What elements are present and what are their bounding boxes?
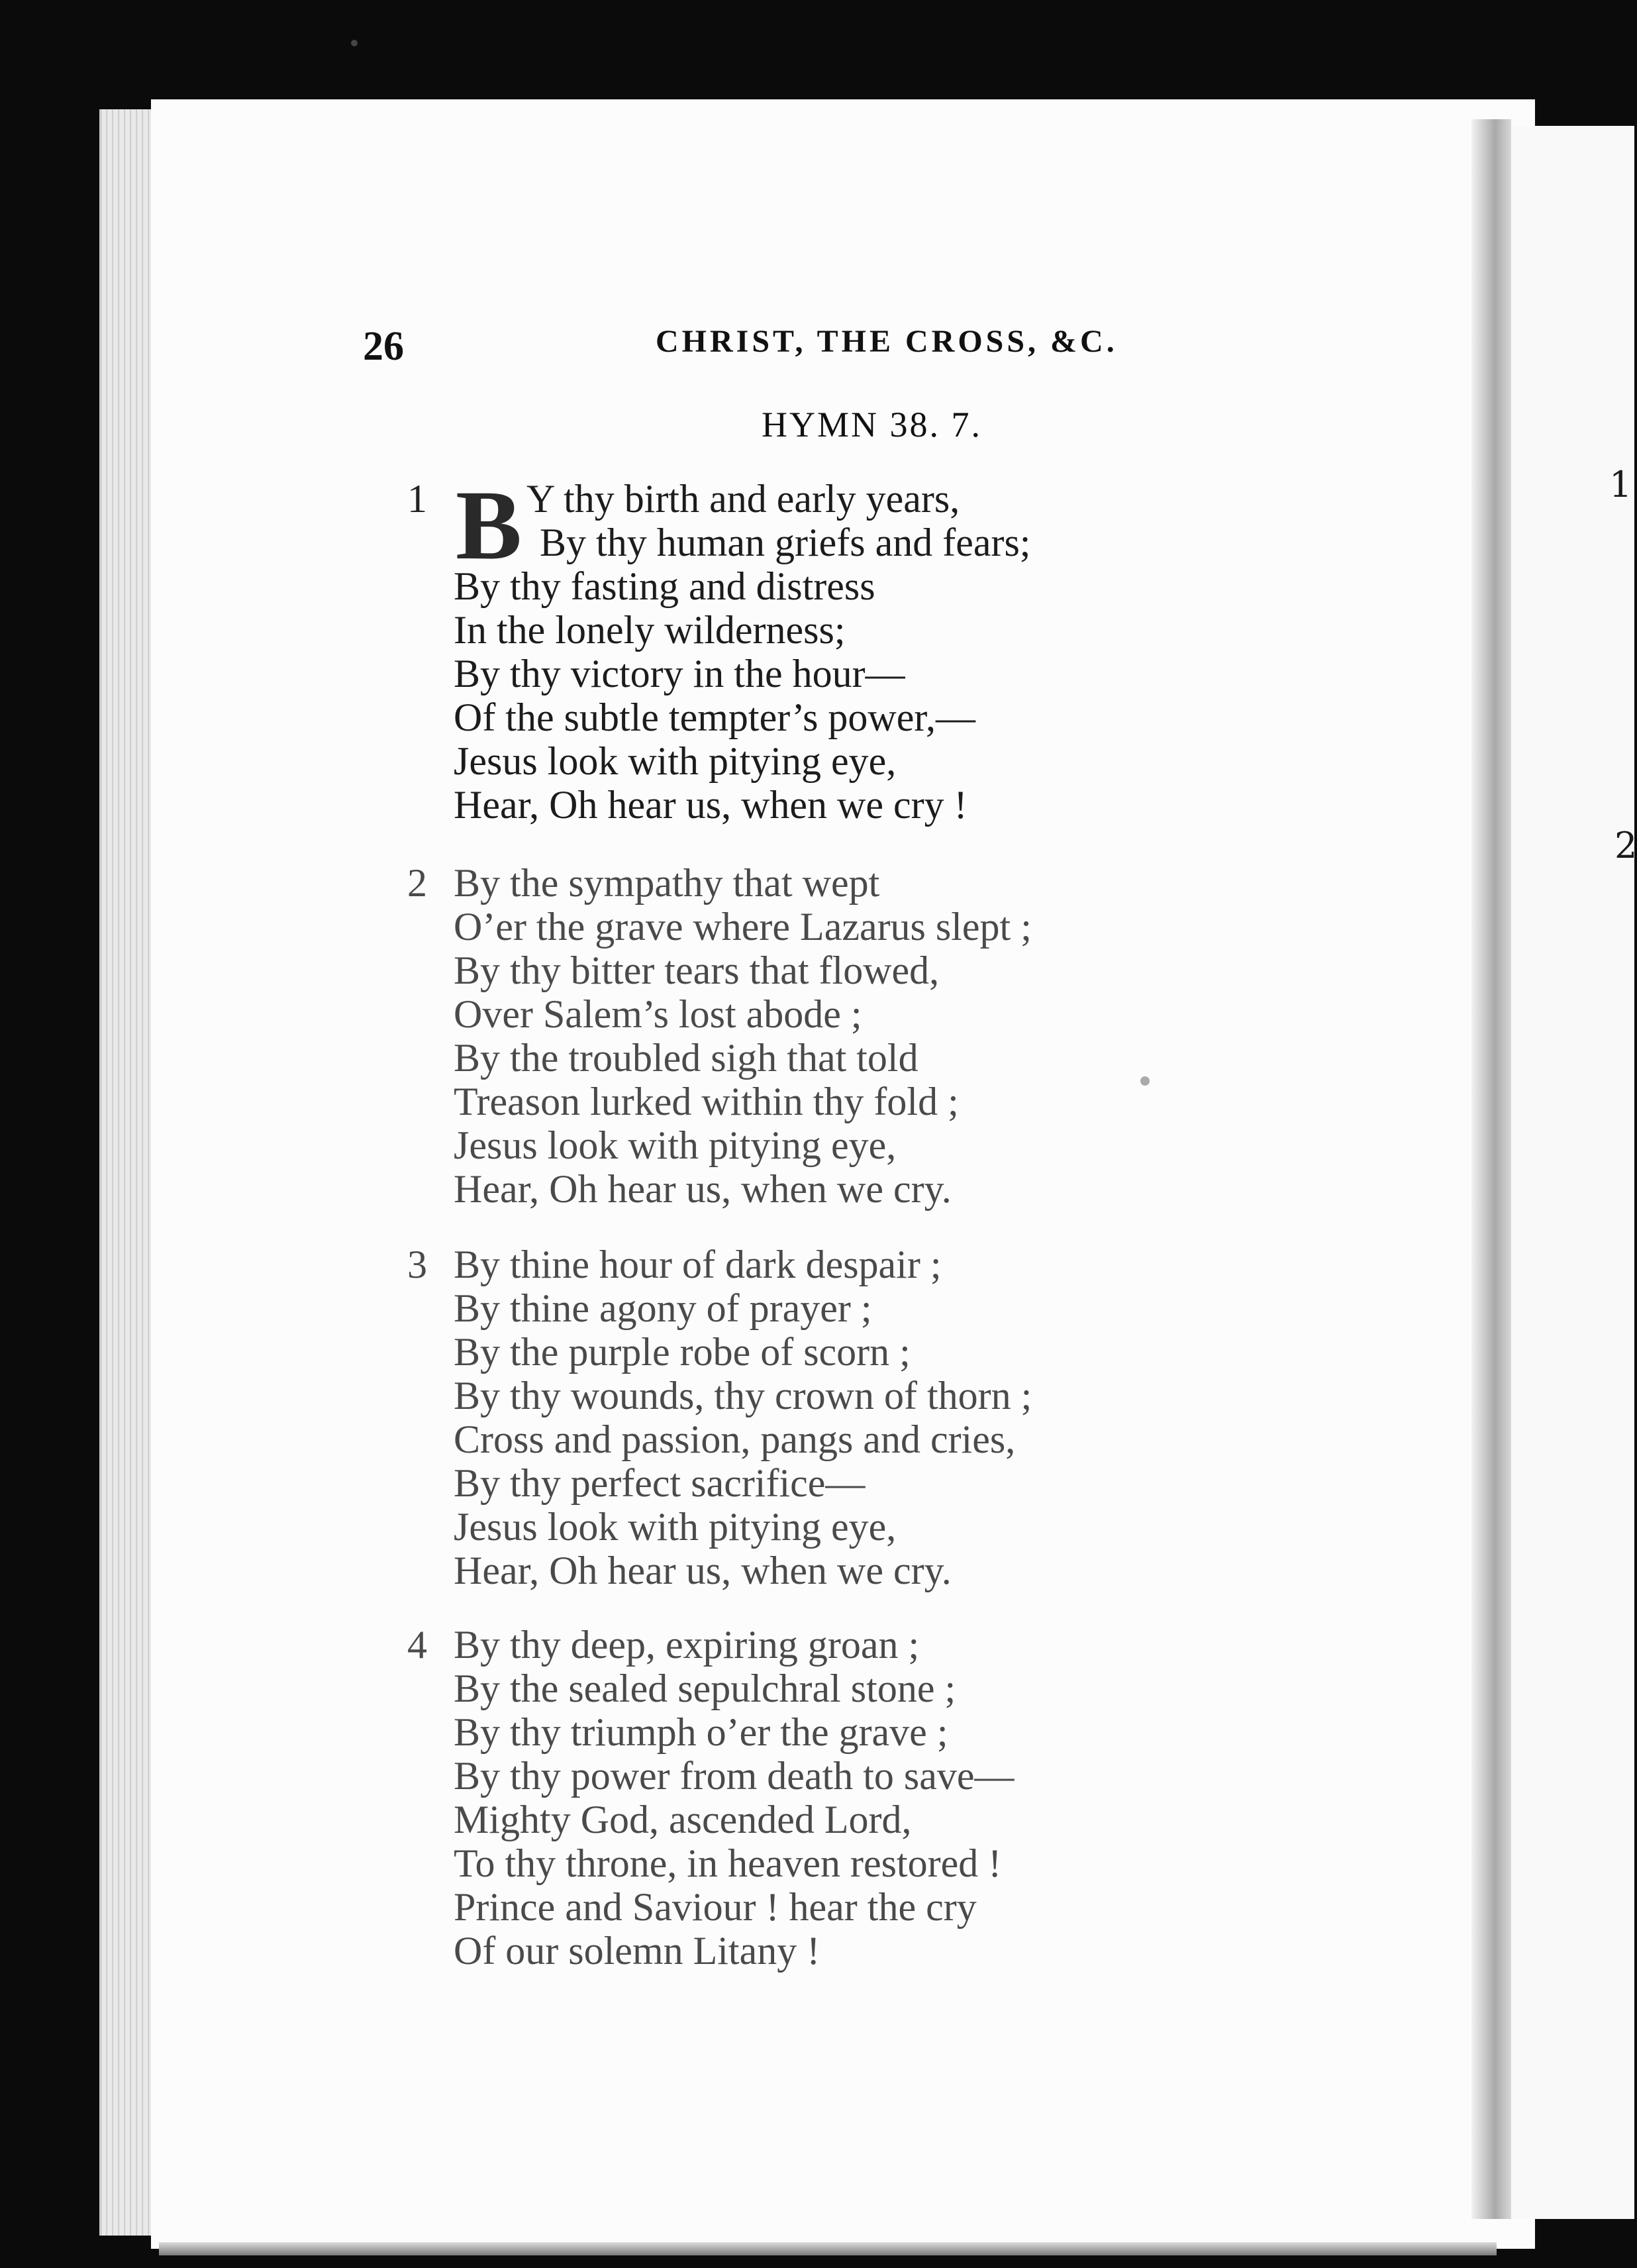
verse-number: 3 [407, 1243, 427, 1286]
page-number: 26 [363, 324, 404, 369]
running-title: CHRIST, THE CROSS, &C. [656, 324, 1118, 359]
verse-line: Hear, Oh hear us, when we cry. [454, 1167, 952, 1211]
verse-line: By thy deep, expiring groan ; [454, 1623, 920, 1667]
verse-line: Of our solemn Litany ! [454, 1929, 820, 1973]
verse-line: By thy human griefs and fears; [540, 521, 1031, 564]
verse-line: By the sympathy that wept [454, 861, 880, 905]
verse-line: Hear, Oh hear us, when we cry. [454, 1549, 952, 1592]
verse-line: By thy wounds, thy crown of thorn ; [454, 1374, 1032, 1418]
verse-line: By thy power from death to save— [454, 1754, 1015, 1798]
facing-page-edge [1511, 126, 1634, 2219]
verse-line: Jesus look with pitying eye, [454, 1123, 897, 1167]
verse-line: Y thy birth and early years, [526, 477, 960, 521]
verse-line: By thy perfect sacrifice— [454, 1461, 866, 1505]
verse-line: By the troubled sigh that told [454, 1036, 918, 1080]
facing-page-mark-1: 1 [1609, 464, 1632, 505]
verse-line: O’er the grave where Lazarus slept ; [454, 905, 1032, 949]
verse-line: By thy fasting and distress [454, 564, 875, 608]
hymn-title: HYMN 38. 7. [762, 405, 983, 444]
verse-line: Prince and Saviour ! hear the cry [454, 1885, 977, 1929]
verse-line: To thy throne, in heaven restored ! [454, 1841, 1002, 1885]
verse-number: 4 [407, 1623, 427, 1667]
verse-line: Mighty God, ascended Lord, [454, 1798, 912, 1841]
verse-line: By thy bitter tears that flowed, [454, 949, 940, 992]
verse-line: Treason lurked within thy fold ; [454, 1080, 959, 1123]
verse-line: Of the subtle tempter’s power,— [454, 696, 975, 739]
paper-speck [1140, 1076, 1150, 1086]
verse-line: In the lonely wilderness; [454, 608, 846, 652]
verse-line: Jesus look with pitying eye, [454, 1505, 897, 1549]
verse-line: By the sealed sepulchral stone ; [454, 1667, 956, 1710]
verse-number: 2 [407, 861, 427, 905]
verse-number: 1 [407, 477, 427, 521]
book-gutter [1471, 119, 1511, 2219]
facing-page-mark-2: 2 [1614, 825, 1637, 866]
verse-line: Hear, Oh hear us, when we cry ! [454, 783, 967, 827]
verse-line: By thine hour of dark despair ; [454, 1243, 942, 1286]
verse-line: Over Salem’s lost abode ; [454, 992, 862, 1036]
verse-line: By the purple robe of scorn ; [454, 1330, 911, 1374]
verse-line: By thy triumph o’er the grave ; [454, 1710, 948, 1754]
verse-line: Cross and passion, pangs and cries, [454, 1418, 1016, 1461]
scan-dust [351, 40, 358, 46]
drop-cap-letter: B [456, 470, 522, 580]
verse-line: By thy victory in the hour— [454, 652, 905, 696]
verse-line: Jesus look with pitying eye, [454, 739, 897, 783]
page-bottom-edge [159, 2242, 1497, 2255]
verse-line: By thine agony of prayer ; [454, 1286, 872, 1330]
